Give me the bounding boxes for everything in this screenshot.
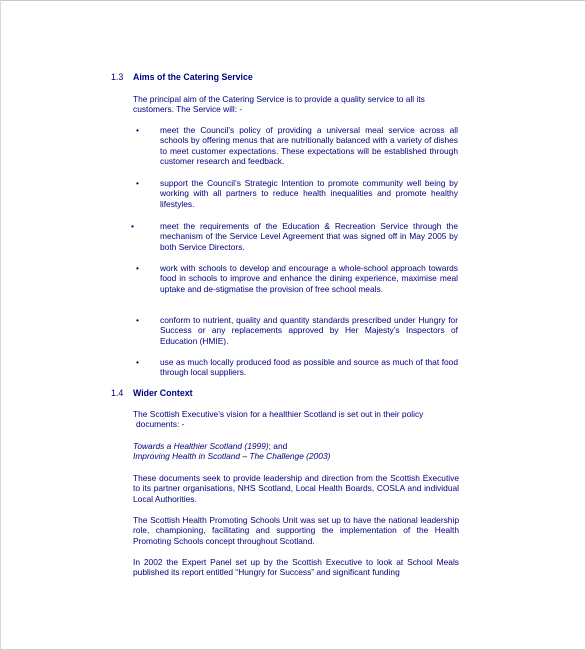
policy-documents bbox=[133, 441, 459, 462]
section-heading-1-3 bbox=[111, 72, 253, 82]
bullet-item: conform to nutrient, quality and quantity standards prescribed under Hungry for Success or any replacements approved by Her Majesty’s Inspectors of Education (HMIE). bbox=[160, 315, 458, 346]
section-number: 1.3 bbox=[111, 72, 124, 82]
section-number: 1.4 bbox=[111, 388, 124, 398]
body-paragraph: In 2002 the Expert Panel set up by the Scottish Executive to look at School Meals published its report entitled “Hungry for Success” and significant funding bbox=[133, 557, 459, 578]
bullet-item: work with schools to develop and encourage a whole-school approach towards food in schools to improve and enhance the dining experience, maximise meal uptake and de-stigmatise the provision of free school meals. bbox=[160, 263, 458, 294]
section-title: Wider Context bbox=[133, 388, 193, 398]
bullet-item: use as much locally produced food as possible and source as much of that food through local suppliers. bbox=[160, 357, 458, 378]
bullet-icon: • bbox=[136, 357, 139, 367]
bullet-icon: • bbox=[136, 263, 139, 273]
body-paragraph: The Scottish Health Promoting Schools Unit was set up to have the national leadership role, championing, facilitating and supporting the implementation of the Health Promoting Schools concept throughout Scotland. bbox=[133, 515, 459, 546]
bullet-icon: • bbox=[136, 125, 139, 135]
section-intro: The principal aim of the Catering Service is to provide a quality service to all its customers. The Service will: - bbox=[133, 94, 425, 115]
bullet-icon: • bbox=[136, 178, 139, 188]
intro-line: The Scottish Executive’s vision for a healthier Scotland is set out in their policy bbox=[133, 409, 424, 419]
section-intro bbox=[133, 409, 473, 430]
intro-line: documents: - bbox=[136, 419, 185, 430]
bullet-icon: • bbox=[131, 221, 134, 231]
bullet-item: meet the requirements of the Education & Recreation Service through the mechanism of the Service Level Agreement that was signed off in May 2005 by both Service Directors. bbox=[160, 221, 458, 252]
bullet-item: meet the Council’s policy of providing a universal meal service across all schools by offering menus that are nutritionally balanced with a variety of dishes to meet customer expectations. These expectations will be established through customer research and feedback. bbox=[160, 125, 458, 167]
bullet-icon: • bbox=[136, 315, 139, 325]
policy-document-suffix: ; and bbox=[268, 441, 288, 451]
body-paragraph: These documents seek to provide leadership and direction from the Scottish Executive to its partner organisations, NHS Scotland, Local Health Boards, COSLA and individual Local Authorities. bbox=[133, 473, 459, 504]
section-title: Aims of the Catering Service bbox=[133, 72, 253, 82]
policy-document-title: Improving Health in Scotland – The Challenge (2003) bbox=[133, 451, 331, 462]
section-heading-1-4 bbox=[111, 388, 193, 398]
policy-document-title: Towards a Healthier Scotland (1999) bbox=[133, 441, 269, 451]
bullet-item: support the Council’s Strategic Intention to promote community well being by working with all partners to reduce health inequalities and promote healthy lifestyles. bbox=[160, 178, 458, 209]
